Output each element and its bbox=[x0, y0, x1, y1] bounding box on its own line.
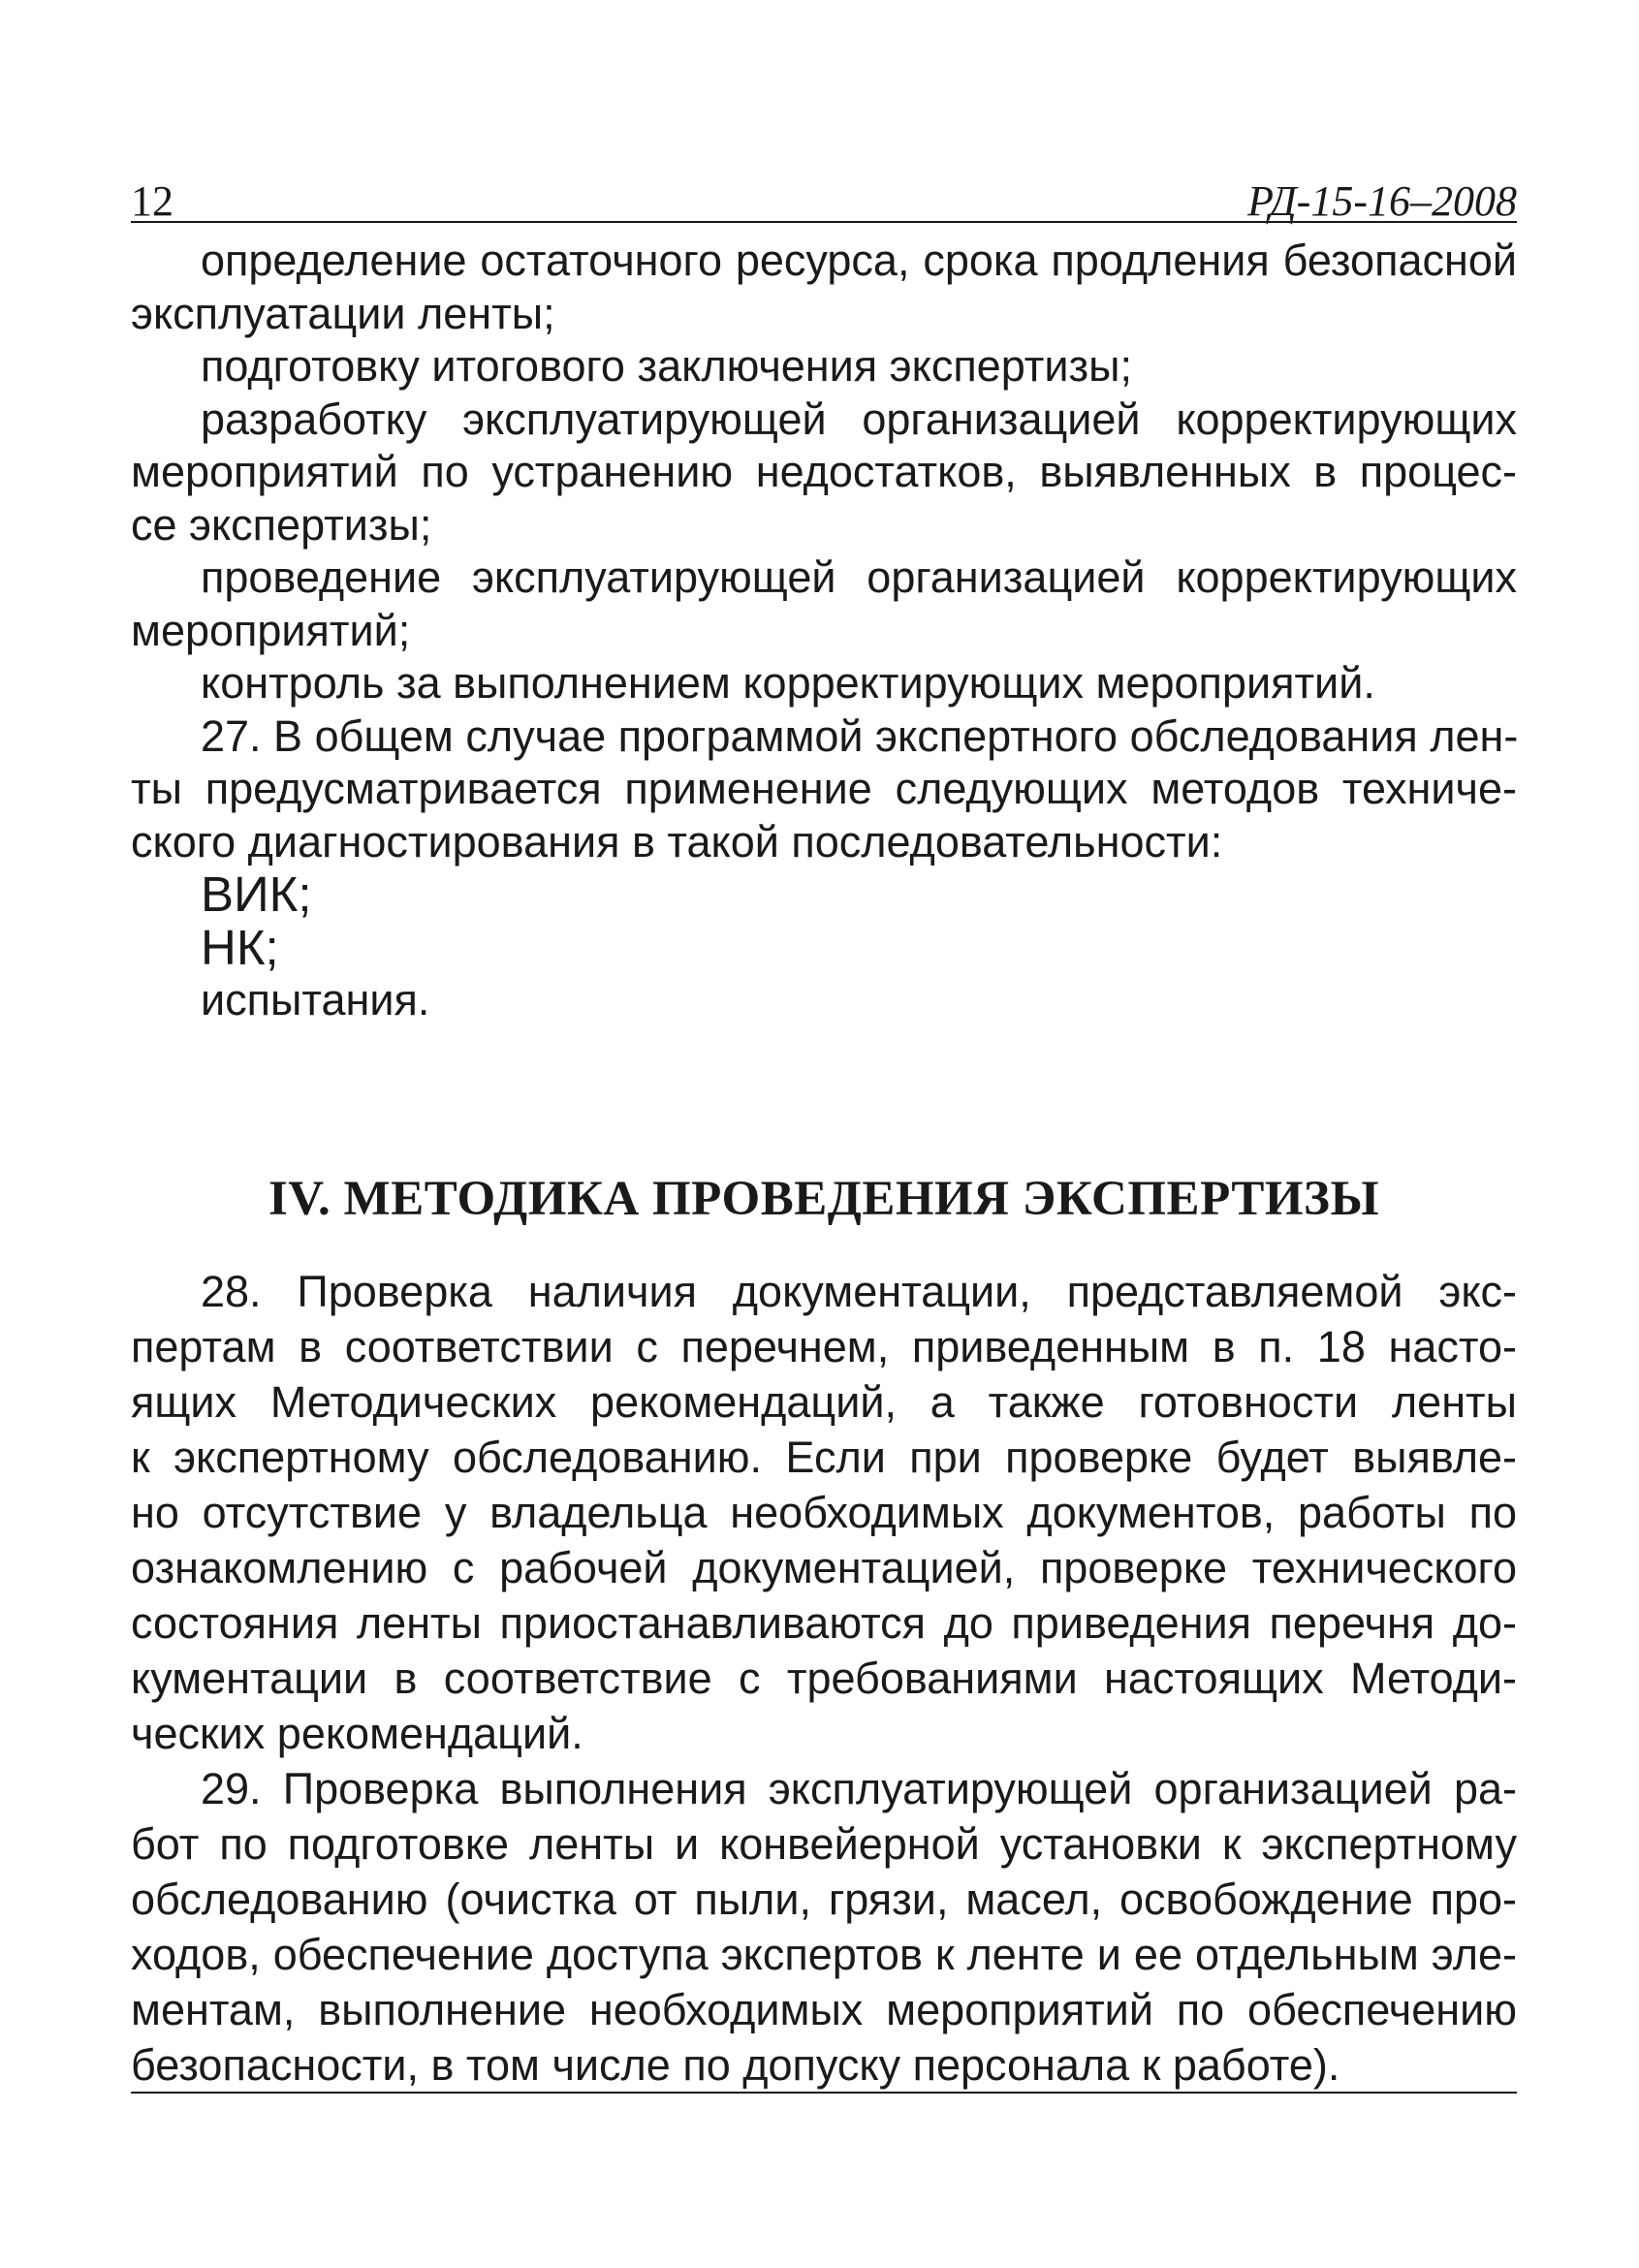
document-code: РД-15-16–2008 bbox=[1247, 177, 1517, 225]
list-item: испытания. bbox=[201, 975, 430, 1024]
text-line: 29. Проверка выполнения эксплуатирующей организацией ра- bbox=[201, 1764, 1517, 1813]
text-line: кументации в соответствие с требованиями настоящих Методи- bbox=[131, 1654, 1517, 1703]
text-line: пертам в соответствии с перечнем, приведенным в п. 18 насто- bbox=[131, 1322, 1517, 1371]
text-line: мероприятий по устранению недостатков, выявленных в процес- bbox=[131, 447, 1517, 496]
list-item: НК; bbox=[201, 919, 279, 975]
text-line: ментам, выполнение необходимых мероприятий по обеспечению bbox=[131, 1985, 1517, 2034]
text-line: ходов, обеспечение доступа экспертов к ленте и ее отдельным эле- bbox=[131, 1930, 1517, 1979]
text-line: ского диагностирования в такой последовательности: bbox=[131, 816, 1223, 866]
text-line: ческих рекомендаций. bbox=[131, 1709, 583, 1758]
text-line: обследованию (очистка от пыли, грязи, масел, освобождение про- bbox=[131, 1874, 1517, 1924]
text-line: контроль за выполнением корректирующих мероприятий. bbox=[201, 658, 1375, 708]
footer-rule bbox=[131, 2092, 1517, 2094]
text-line: ознакомлению с рабочей документацией, проверке технического bbox=[131, 1543, 1517, 1592]
text-line: определение остаточного ресурса, срока продления безопасной bbox=[201, 236, 1517, 285]
section-heading: IV. МЕТОДИКА ПРОВЕДЕНИЯ ЭКСПЕРТИЗЫ bbox=[268, 1172, 1380, 1226]
body-text-section bbox=[131, 1264, 1517, 2093]
text-line: 27. В общем случае программой экспертного обследования лен- bbox=[201, 710, 1519, 761]
text-line: ящих Методических рекомендаций, а также готовности ленты bbox=[131, 1377, 1517, 1427]
header-rule bbox=[131, 221, 1517, 223]
text-line: подготовку итогового заключения экспертизы; bbox=[201, 341, 1132, 391]
text-line: к экспертному обследованию. Если при проверке будет выявле- bbox=[131, 1433, 1517, 1482]
text-line: эксплуатации ленты; bbox=[131, 288, 555, 338]
text-line: ты предусматривается применение следующих методов техниче- bbox=[131, 764, 1517, 813]
text-line: се экспертизы; bbox=[131, 499, 432, 550]
text-line: проведение эксплуатирующей организацией корректирующих bbox=[201, 552, 1517, 602]
text-line: мероприятий; bbox=[131, 605, 411, 655]
body-text-top bbox=[131, 235, 1517, 1027]
text-line: бот по подготовке ленты и конвейерной установки к экспертному bbox=[131, 1819, 1517, 1869]
text-line: 28. Проверка наличия документации, представляемой экс- bbox=[201, 1267, 1517, 1316]
text-line: состояния ленты приостанавливаются до приведения перечня до- bbox=[131, 1598, 1517, 1648]
text-line: разработку эксплуатирующей организацией корректирующих bbox=[201, 394, 1517, 444]
list-item: ВИК; bbox=[201, 866, 312, 922]
text-line: безопасности, в том числе по допуску персонала к работе). bbox=[131, 2040, 1340, 2090]
running-header bbox=[131, 167, 1517, 225]
page-number: 12 bbox=[131, 177, 173, 225]
text-line: но отсутствие у владельца необходимых документов, работы по bbox=[131, 1488, 1517, 1537]
